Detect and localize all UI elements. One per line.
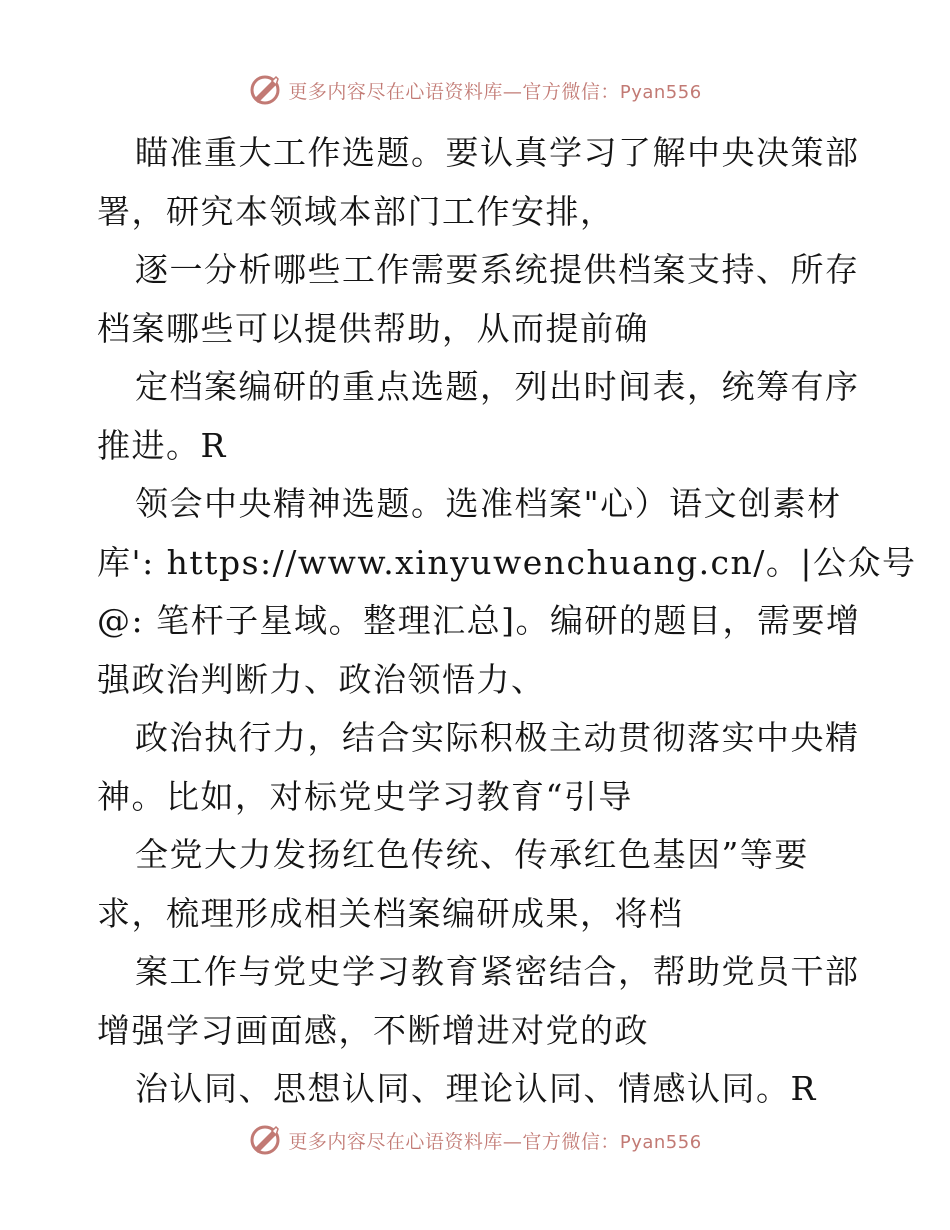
pen-swirl-logo-icon	[248, 1123, 282, 1157]
header-banner-text	[288, 77, 701, 104]
footer-banner-prefix: 更多内容尽在心语资料库—官方微信：	[288, 1130, 620, 1153]
paragraph-line: 全党大力发扬红色传统、传承红色基因”等要	[135, 835, 809, 874]
footer-banner-account: Pyan556	[619, 1131, 702, 1153]
header-banner-inner	[248, 73, 701, 107]
paragraph-line: 定档案编研的重点选题，列出时间表，统筹有序	[135, 367, 860, 406]
paragraph-line: 政治执行力，结合实际积极主动贯彻落实中央精	[135, 718, 860, 757]
paragraph-line: 瞄准重大工作选题。要认真学习了解中央决策部	[135, 133, 860, 172]
paragraph-line: @: 笔杆子星域。整理汇总]。编研的题目，需要增	[97, 601, 861, 640]
pen-swirl-logo-icon	[248, 73, 282, 107]
header-banner-prefix: 更多内容尽在心语资料库—官方微信：	[288, 80, 620, 103]
document-body	[97, 124, 917, 1119]
paragraph-line: 推进。R	[97, 425, 227, 465]
paragraph-line: 强政治判断力、政治领悟力、	[97, 659, 546, 699]
paragraph-line: 署，研究本领域本部门工作安排，	[97, 191, 615, 231]
footer-banner-text	[288, 1127, 701, 1154]
paragraph-line: 逐一分析哪些工作需要系统提供档案支持、所存	[135, 250, 860, 289]
paragraph-line: 领会中央精神选题。选准档案"心）语文创素材	[135, 484, 842, 523]
paragraph-line: 增强学习画面感，不断增进对党的政	[97, 1010, 649, 1050]
paragraph-line: 档案哪些可以提供帮助，从而提前确	[97, 308, 649, 348]
header-banner-account: Pyan556	[619, 81, 702, 103]
footer-banner-inner	[248, 1123, 701, 1157]
paragraph-line: 案工作与党史学习教育紧密结合，帮助党员干部	[135, 952, 860, 991]
paragraph-line: 求，梳理形成相关档案编研成果，将档	[97, 893, 684, 933]
paragraph-line: 库': https://www.xinyuwenchuang.cn/。|公众号	[97, 542, 917, 582]
paragraph-line: 神。比如，对标党史学习教育“引导	[97, 776, 633, 816]
paragraph-line: 治认同、思想认同、理论认同、情感认同。R	[135, 1069, 817, 1108]
footer-banner	[0, 1120, 950, 1160]
header-banner	[0, 70, 950, 110]
